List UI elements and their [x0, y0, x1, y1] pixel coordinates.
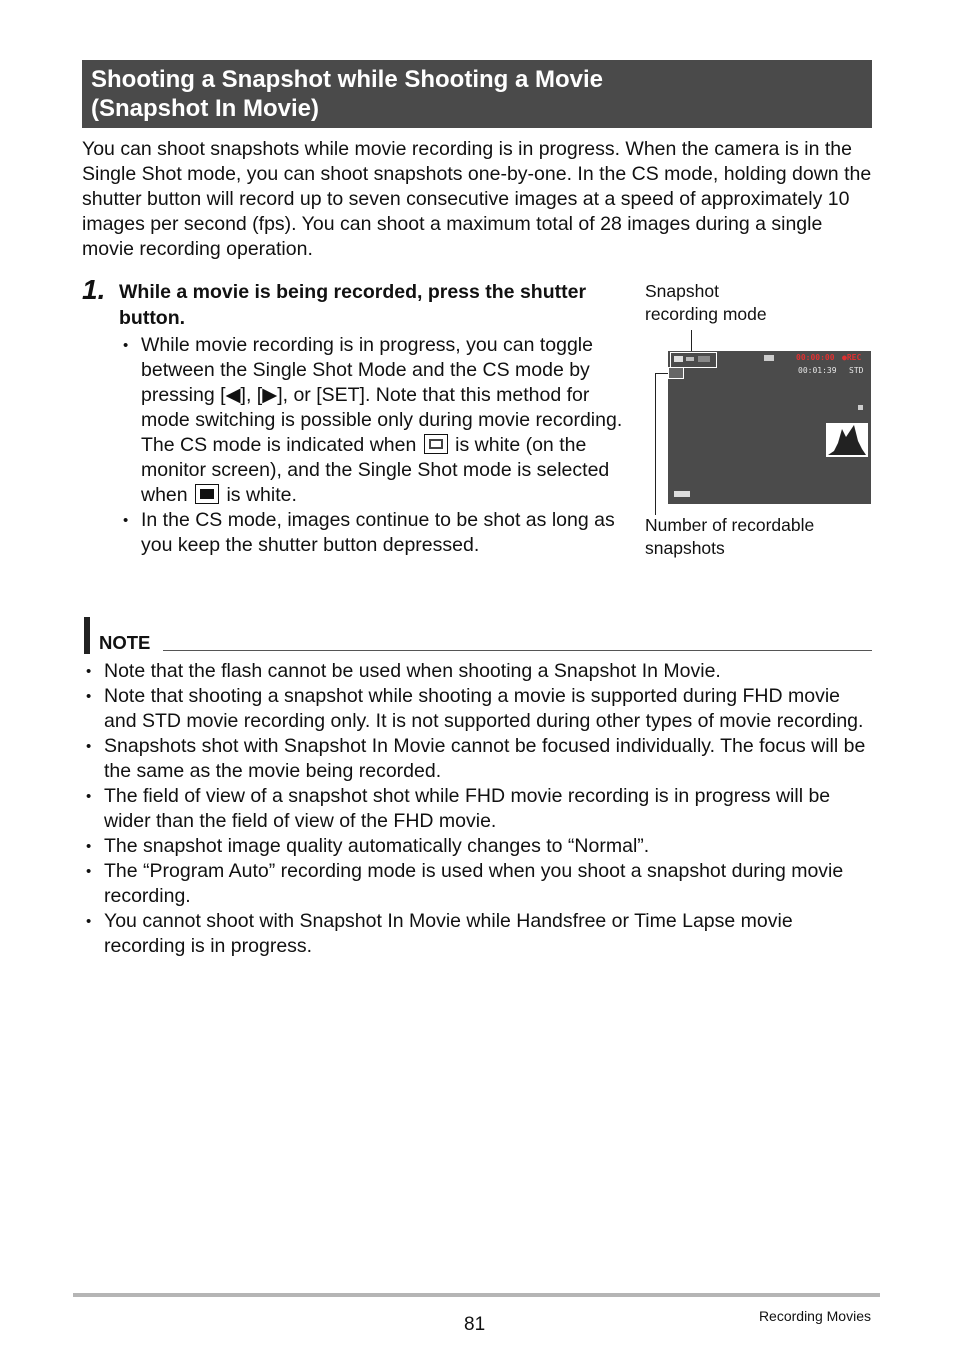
note-label: NOTE [99, 632, 151, 653]
section-title-line1: Shooting a Snapshot while Shooting a Movie [91, 66, 604, 93]
cs-mode-icon [424, 434, 448, 454]
snapshot-mode-highlight [670, 352, 717, 368]
note-item: • Note that the flash cannot be used when shooting a Snapshot In Movie. [84, 659, 874, 684]
leader-line-left-v [655, 373, 656, 515]
caption-recording-mode [645, 280, 767, 326]
rec-time: 00:00:00 [796, 353, 835, 362]
section-title-line2: (Snapshot In Movie) [91, 95, 319, 122]
caption-recordable-snapshots [645, 514, 814, 560]
camera-monitor-screen [668, 351, 871, 504]
caption-top-line1: Snapshot [645, 281, 719, 301]
single-shot-icon [195, 484, 219, 504]
step-number: 1. [82, 274, 106, 305]
note-list [84, 659, 874, 959]
battery-icon [764, 355, 774, 361]
caption-bottom-line1: Number of recordable [645, 515, 815, 535]
note-rule [163, 650, 872, 651]
intro-paragraph: You can shoot snapshots while movie recording is in progress. When the camera is in the Single Shot mode, you can shoot snapshots one-by-one. In the CS mode, holding down the shutter button will record up to seven consecutive images at a speed of approximately 10 images per second (fps). You can shoot a maximum total of 28 images during a single movie recording operation. [82, 138, 872, 260]
stabilizer-icon [858, 405, 863, 410]
step-bullet-cs-mode [121, 508, 626, 558]
snapshot-count-highlight [668, 367, 684, 379]
note-item: • Snapshots shot with Snapshot In Movie cannot be focused individually. The focus will be the same as the movie being recorded. [84, 734, 874, 784]
elapsed-time: 00:01:39 [798, 366, 837, 375]
storage-icon [674, 491, 690, 497]
bullet-text-1a: While movie recording is in progress, you can toggle between the Single Shot Mode and the CS mode by pressing [◀], [▶], or [SET]. Note that this method for mode switching is possible only during movie recording. The CS mode is indicated when [141, 334, 623, 456]
movie-quality: STD [849, 366, 864, 375]
bullet-text-1c: is white. [221, 484, 297, 506]
monitor-overlay [668, 351, 871, 504]
step-bullets [121, 333, 626, 558]
leader-line-left-h [655, 373, 669, 374]
note-item: • The field of view of a snapshot shot while FHD movie recording is in progress will be wider than the field of view of the FHD movie. [84, 784, 874, 834]
section-header [82, 60, 872, 128]
note-item: • The snapshot image quality automatically changes to “Normal”. [84, 834, 874, 859]
step-bullet-mode-toggle [121, 333, 626, 508]
step-title: While a movie is being recorded, press the shutter button. [119, 281, 587, 329]
bullet-text-1b: is white (on the monitor screen), and the Single Shot mode is selected when [141, 434, 610, 506]
note-item: • Note that shooting a snapshot while shooting a movie is supported during FHD movie and STD movie recording only. It is not supported during other types of movie recording. [84, 684, 874, 734]
rec-indicator: ●REC [842, 353, 862, 362]
caption-top-line2: recording mode [645, 304, 767, 324]
caption-bottom-line2: snapshots [645, 538, 725, 558]
note-item: • You cannot shoot with Snapshot In Movie while Handsfree or Time Lapse movie recording is in progress. [84, 909, 874, 959]
page-number: 81 [464, 1314, 486, 1335]
footer-section-name: Recording Movies [758, 1308, 871, 1324]
note-item: • The “Program Auto” recording mode is used when you shoot a snapshot during movie recording. [84, 859, 874, 909]
note-marker [84, 617, 90, 654]
bullet-text-2: In the CS mode, images continue to be shot as long as you keep the shutter button depressed. [141, 509, 615, 556]
footer-rule [73, 1293, 880, 1297]
